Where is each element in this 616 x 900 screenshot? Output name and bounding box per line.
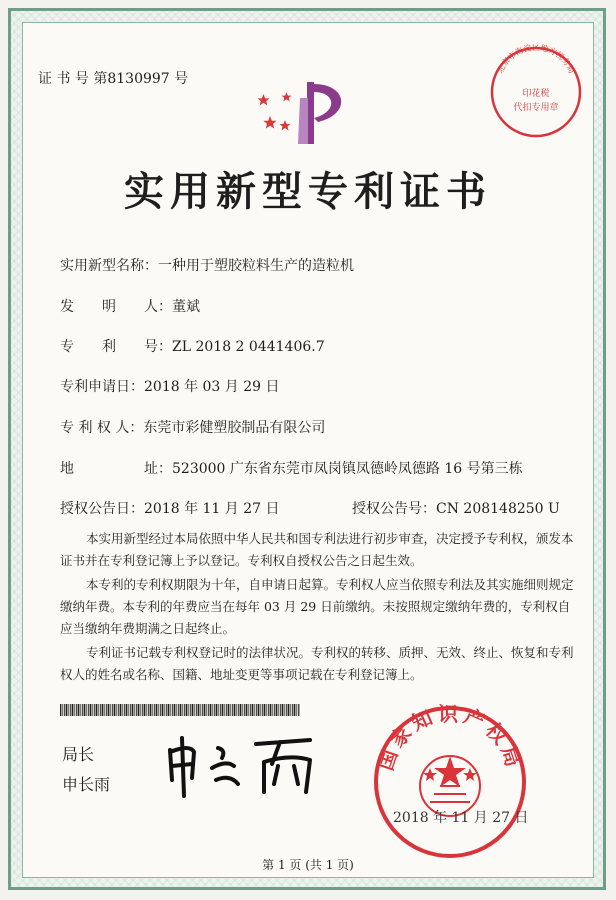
patent-number-value: ZL 2018 2 0441406.7 <box>172 339 325 355</box>
application-date-label: 专利申请日： <box>60 379 144 395</box>
page-title: 实用新型专利证书 <box>124 168 492 215</box>
paragraph-legal-status: 专利证书记载专利权登记时的法律状况。专利权的转移、质押、无效、终止、恢复和专利权人的姓名或名称、国籍、地址变更等事项记载在专利登记簿上。 <box>60 645 574 682</box>
page-footer: 第 1 页 (共 1 页) <box>262 858 354 872</box>
paragraph-grant: 本实用新型经过本局依照中华人民共和国专利法进行初步审查，决定授予专利权，颁发本证书并在专利登记簿上予以登记。专利权自授权公告之日起生效。 <box>60 531 574 568</box>
address-value: 523000 广东省东莞市凤岗镇凤德岭凤德路 16 号第三栋 <box>172 461 523 477</box>
application-date-value: 2018 年 03 月 29 日 <box>144 379 280 395</box>
patent-number-row <box>60 336 325 356</box>
certificate-number: 证 书 号 第8130997 号 <box>38 71 189 87</box>
patentee-value: 东莞市彩健塑胶制品有限公司 <box>143 420 326 436</box>
svg-text:北京市海淀区地方税务局 <box>495 44 577 75</box>
announcement-date-label: 授权公告日： <box>60 501 144 517</box>
address-row <box>60 458 523 478</box>
announcement-date-row <box>60 498 280 518</box>
inventor-label: 发 明 人： <box>60 299 172 315</box>
patentee-label: 专 利 权 人： <box>60 420 144 436</box>
announcement-number-row <box>352 498 560 518</box>
director-title: 局长 <box>62 745 95 764</box>
inventor-row <box>60 296 200 316</box>
announcement-number-value: CN 208148250 U <box>436 501 560 517</box>
patentee-row <box>60 417 325 437</box>
inventor-value: 董斌 <box>172 299 200 315</box>
tax-stamp-line-3: 代扣专用章 <box>513 103 559 113</box>
address-label: 地 址： <box>60 461 172 477</box>
official-seal-icon <box>370 702 530 862</box>
director-name: 申长雨 <box>62 775 111 794</box>
barcode-icon <box>60 704 300 716</box>
paragraph-term: 本专利的专利权期限为十年，自申请日起算。专利权人应当依照专利法及其实施细则规定缴纳年费。本专利的年费应当在每年 03 月 29 日前缴纳。未按照规定缴纳年费的，专利权自应当缴纳年费期满之日起终止。 <box>60 577 574 636</box>
utility-model-name-value: 一种用于塑胶粒料生产的造粒机 <box>158 258 354 274</box>
tax-stamp-icon <box>488 44 584 140</box>
utility-model-name-row <box>60 255 354 275</box>
handwritten-signature-icon <box>160 730 330 800</box>
patent-number-label: 专 利 号： <box>60 339 172 355</box>
official-seal-text: 国家知识产权局 <box>373 702 527 774</box>
application-date-row <box>60 376 280 396</box>
utility-model-name-label: 实用新型名称： <box>60 258 158 274</box>
patent-office-logo-icon <box>252 78 362 148</box>
seal-date: 2018 年 11 月 27 日 <box>393 810 529 826</box>
announcement-date-value: 2018 年 11 月 27 日 <box>144 501 280 517</box>
tax-stamp-arc-text: 北京市海淀区地方税务局 <box>495 44 577 75</box>
announcement-number-label: 授权公告号： <box>352 501 436 517</box>
tax-stamp-line-2: 印花税 <box>522 89 550 99</box>
